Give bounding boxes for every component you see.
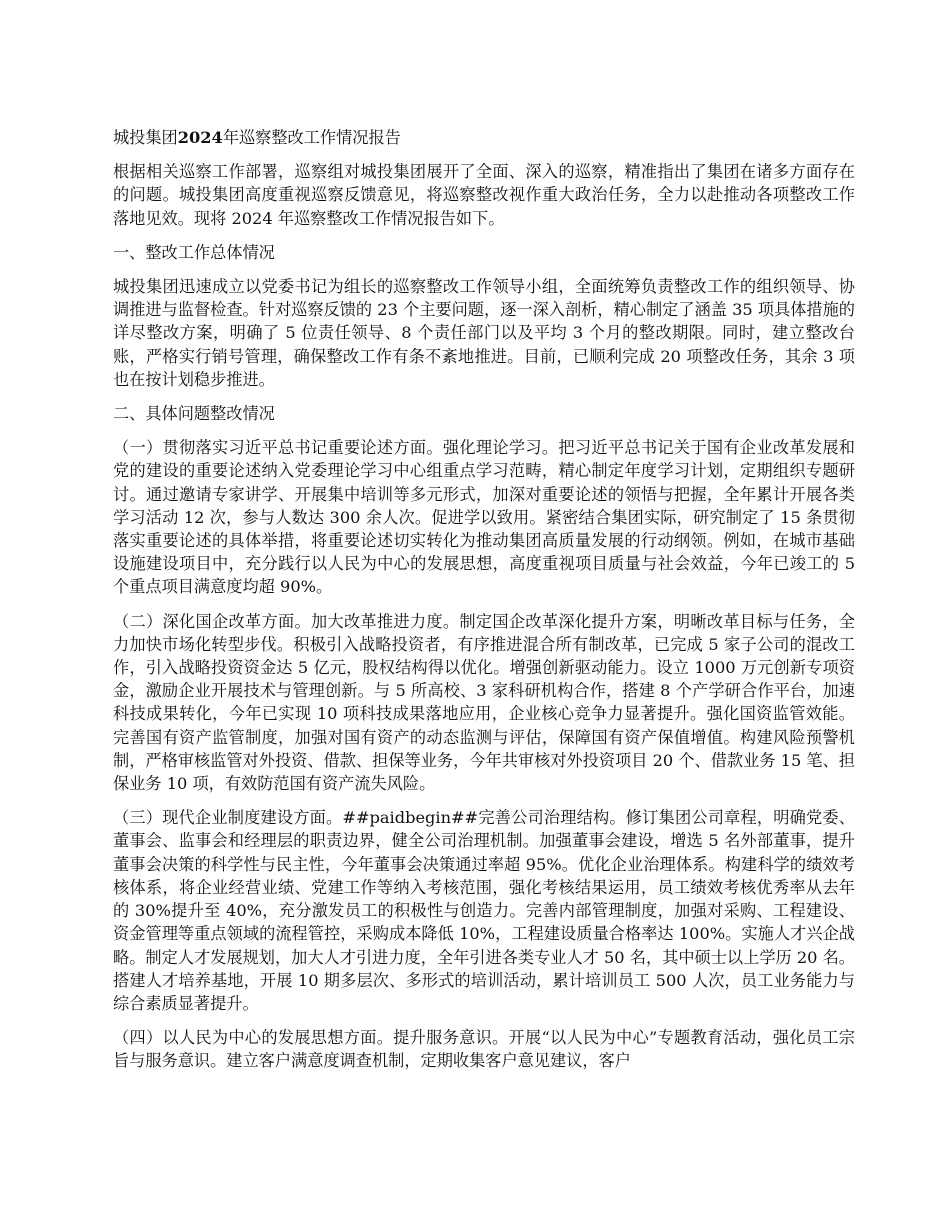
section-1-paragraph: 城投集团迅速成立以党委书记为组长的巡察整改工作领导小组，全面统筹负责整改工作的组织领导、协调推进与监督检查。针对巡察反馈的 23 个主要问题，逐一深入剖析，精心制定了涵盖 35 项具体措施的详尽整改方案，明确了 5 位责任领导、8 个责任部门以及平均 3 个月的整改期限。同时，建立整改台账，严格实行销号管理，确保整改工作有条不紊地推进。目前，已顺利完成 20 项整改任务，其余 3 项也在按计划稳步推进。	[113, 277, 855, 389]
title-suffix: 年巡察整改工作情况报告	[222, 128, 401, 147]
document-title	[113, 126, 855, 149]
section-2-heading: 二、具体问题整改情况	[113, 404, 275, 424]
item-3-paragraph: （三）现代企业制度建设方面。##paidbegin##完善公司治理结构。修订集团公司章程，明确党委、董事会、监事会和经理层的职责边界，健全公司治理机制。加强董事会建设，增选 5 名外部董事，提升董事会决策的科学性与民主性，今年董事会决策通过率超 95%。优化企业治理体系。构建科学的绩效考核体系，将企业经营业绩、党建工作等纳入考核范围，强化考核结果运用，员工绩效考核优秀率从去年的 30%提升至 40%，充分激发员工的积极性与创造力。完善内部管理制度，加强对采购、工程建设、资金管理等重点领域的流程管控，采购成本降低 10%，工程建设质量合格率达 100%。实施人才兴企战略。制定人才发展规划，加大人才引进力度，全年引进各类专业人才 50 名，其中硕士以上学历 20 名。搭建人才培养基地，开展 10 期多层次、多形式的培训活动，累计培训员工 500 人次，员工业务能力与综合素质显著提升。	[113, 808, 855, 1013]
title-year: 2024	[177, 128, 223, 147]
intro-paragraph: 根据相关巡察工作部署，巡察组对城投集团展开了全面、深入的巡察，精准指出了集团在诸多方面存在的问题。城投集团高度重视巡察反馈意见，将巡察整改视作重大政治任务，全力以赴推动各项整改工作落地见效。现将 2024 年巡察整改工作情况报告如下。	[113, 162, 855, 228]
item-4-paragraph: （四）以人民为中心的发展思想方面。提升服务意识。开展“以人民为中心”专题教育活动，强化员工宗旨与服务意识。建立客户满意度调查机制，定期收集客户意见建议，客户	[113, 1028, 855, 1071]
title-prefix: 城投集团	[113, 128, 178, 147]
document-page	[113, 118, 855, 1084]
item-1-paragraph: （一）贯彻落实习近平总书记重要论述方面。强化理论学习。把习近平总书记关于国有企业改革发展和党的建设的重要论述纳入党委理论学习中心组重点学习范畴，精心制定年度学习计划，定期组织专题研讨。通过邀请专家讲学、开展集中培训等多元形式，加深对重要论述的领悟与把握，全年累计开展各类学习活动 12 次，参与人数达 300 余人次。促进学以致用。紧密结合集团实际，研究制定了 15 条贯彻落实重要论述的具体举措，将重要论述切实转化为推动集团高质量发展的行动纲领。例如，在城市基础设施建设项目中，充分践行以人民为中心的发展思想，高度重视项目质量与社会效益，今年已竣工的 5 个重点项目满意度均超 90%。	[113, 438, 855, 597]
item-2-paragraph: （二）深化国企改革方面。加大改革推进力度。制定国企改革深化提升方案，明晰改革目标与任务，全力加快市场化转型步伐。积极引入战略投资者，有序推进混合所有制改革，已完成 5 家子公司的混改工作，引入战略投资资金达 5 亿元，股权结构得以优化。增强创新驱动能力。设立 1000 万元创新专项资金，激励企业开展技术与管理创新。与 5 所高校、3 家科研机构合作，搭建 8 个产学研合作平台，加速科技成果转化，今年已实现 10 项科技成果落地应用，企业核心竞争力显著提升。强化国资监管效能。完善国有资产监管制度，加强对国有资产的动态监测与评估，保障国有资产保值增值。构建风险预警机制，严格审核监管对外投资、借款、担保等业务，今年共审核对外投资项目 20 个、借款业务 15 笔、担保业务 10 项，有效防范国有资产流失风险。	[113, 611, 855, 794]
section-1-heading: 一、整改工作总体情况	[113, 242, 275, 262]
